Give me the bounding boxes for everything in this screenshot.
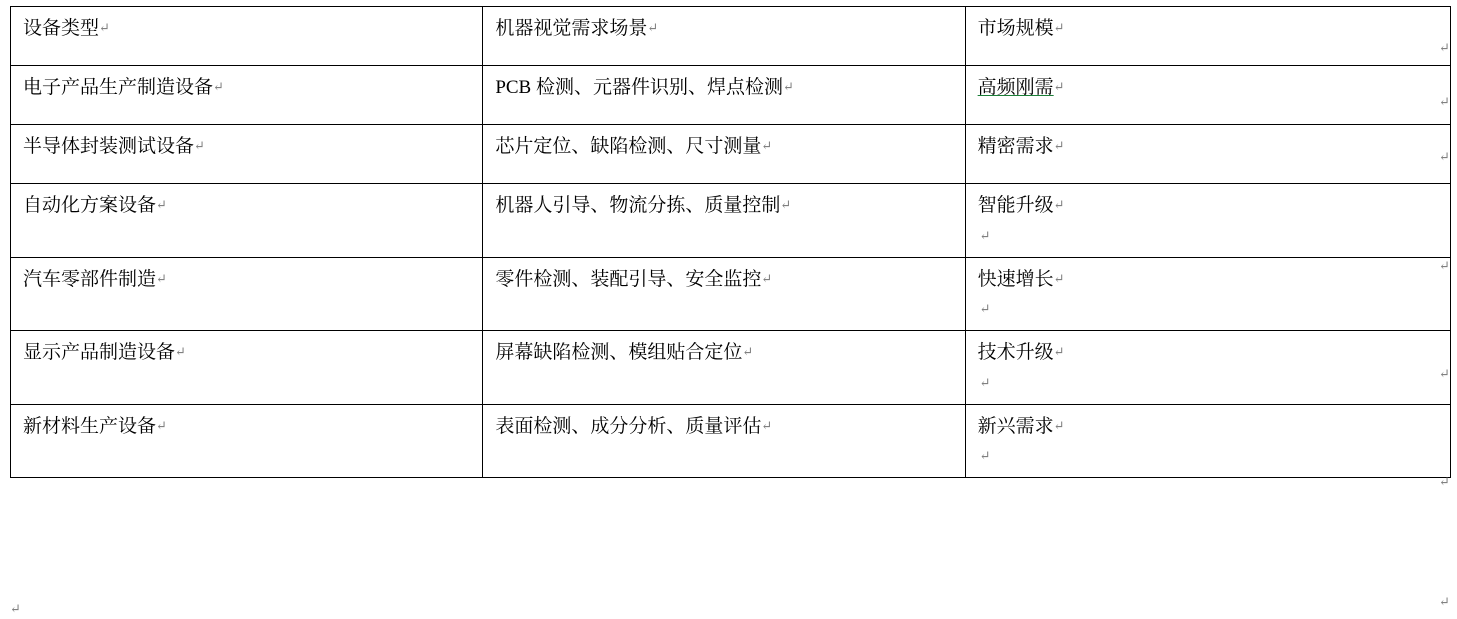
cell-scale: 智能升级↵ ↵ [965, 184, 1450, 258]
cell-scale: 精密需求↵ [965, 125, 1450, 184]
document-end-paragraph-mark: ↵ [10, 601, 21, 616]
cell-scene: 表面检测、成分分析、质量评估↵ [483, 404, 965, 478]
table-row [11, 331, 1451, 405]
cell-type: 电子产品生产制造设备↵ [11, 66, 483, 125]
paragraph-mark-icon: ↵ [175, 344, 186, 359]
cell-scene: 机器人引导、物流分拣、质量控制↵ [483, 184, 965, 258]
cell-scale: 快速增长↵ ↵ [965, 257, 1450, 331]
cell-scene: 屏幕缺陷检测、模组贴合定位↵ [483, 331, 965, 405]
header-label-type: 设备类型 [23, 18, 100, 39]
cell-scene: 芯片定位、缺陷检测、尺寸测量↵ [483, 125, 965, 184]
paragraph-mark-icon: ↵ [979, 448, 991, 463]
paragraph-mark-icon: ↵ [979, 374, 991, 390]
empty-paragraph [978, 441, 1438, 471]
table-header-cell-type [11, 7, 483, 66]
cell-type: 半导体封装测试设备↵ [11, 125, 483, 184]
paragraph-mark-icon: ↵ [99, 20, 110, 35]
paragraph-mark-icon: ↵ [1053, 344, 1065, 359]
paragraph-mark-icon: ↵ [156, 197, 167, 212]
document-page [0, 6, 1457, 619]
paragraph-mark-icon: ↵ [156, 417, 167, 433]
equipment-vision-market-table [10, 6, 1451, 478]
cell-type: 新材料生产设备↵ [11, 404, 483, 478]
paragraph-mark-icon: ↵ [979, 227, 991, 243]
paragraph-mark-icon: ↵ [1053, 417, 1065, 433]
paragraph-mark-icon: ↵ [979, 301, 991, 316]
header-label-scale: 市场规模 [977, 18, 1054, 39]
paragraph-mark-icon: ↵ [1053, 197, 1065, 212]
empty-paragraph [978, 368, 1438, 398]
cell-scale: 技术升级↵ ↵ [965, 331, 1450, 405]
paragraph-mark-icon: ↵ [761, 417, 773, 433]
header-label-scene: 机器视觉需求场景 [495, 18, 648, 39]
empty-paragraph [978, 221, 1438, 251]
paragraph-mark-icon: ↵ [1439, 474, 1450, 489]
cell-type: 自动化方案设备↵ [11, 184, 483, 258]
paragraph-mark-icon: ↵ [647, 20, 659, 35]
cell-scale: 高频刚需↵ [965, 66, 1450, 125]
cell-scene: 零件检测、装配引导、安全监控↵ [483, 257, 965, 331]
cell-type: 汽车零部件制造↵ [11, 257, 483, 331]
paragraph-mark-icon: ↵ [1439, 94, 1450, 109]
paragraph-mark-icon: ↵ [156, 270, 167, 286]
table-row [11, 66, 1451, 125]
paragraph-mark-icon: ↵ [1439, 40, 1450, 55]
cell-scene: PCB 检测、元器件识别、焊点检测↵ [483, 66, 965, 125]
paragraph-mark-icon: ↵ [1439, 594, 1450, 609]
table-header-row [11, 7, 1451, 66]
table-header-cell-scale [965, 7, 1450, 66]
table-row [11, 184, 1451, 258]
paragraph-mark-icon: ↵ [782, 79, 794, 94]
paragraph-mark-icon: ↵ [194, 138, 205, 153]
table-header-cell-scene [483, 7, 965, 66]
cell-type: 显示产品制造设备↵ [11, 331, 483, 405]
paragraph-mark-icon: ↵ [213, 79, 224, 94]
paragraph-mark-icon: ↵ [1053, 138, 1065, 153]
paragraph-mark-icon: ↵ [1439, 258, 1450, 273]
cell-scale: 新兴需求↵ ↵ [965, 404, 1450, 478]
empty-paragraph [978, 294, 1438, 324]
paragraph-mark-icon: ↵ [780, 197, 792, 212]
table-row [11, 125, 1451, 184]
paragraph-mark-icon: ↵ [761, 138, 773, 153]
paragraph-mark-icon: ↵ [1053, 20, 1065, 35]
paragraph-mark-icon: ↵ [1053, 79, 1065, 94]
paragraph-mark-icon: ↵ [1439, 366, 1450, 381]
table-row [11, 257, 1451, 331]
paragraph-mark-icon: ↵ [742, 344, 754, 359]
paragraph-mark-icon: ↵ [761, 270, 773, 286]
paragraph-mark-icon: ↵ [1053, 270, 1065, 286]
table-row [11, 404, 1451, 478]
paragraph-mark-icon: ↵ [1439, 149, 1450, 164]
